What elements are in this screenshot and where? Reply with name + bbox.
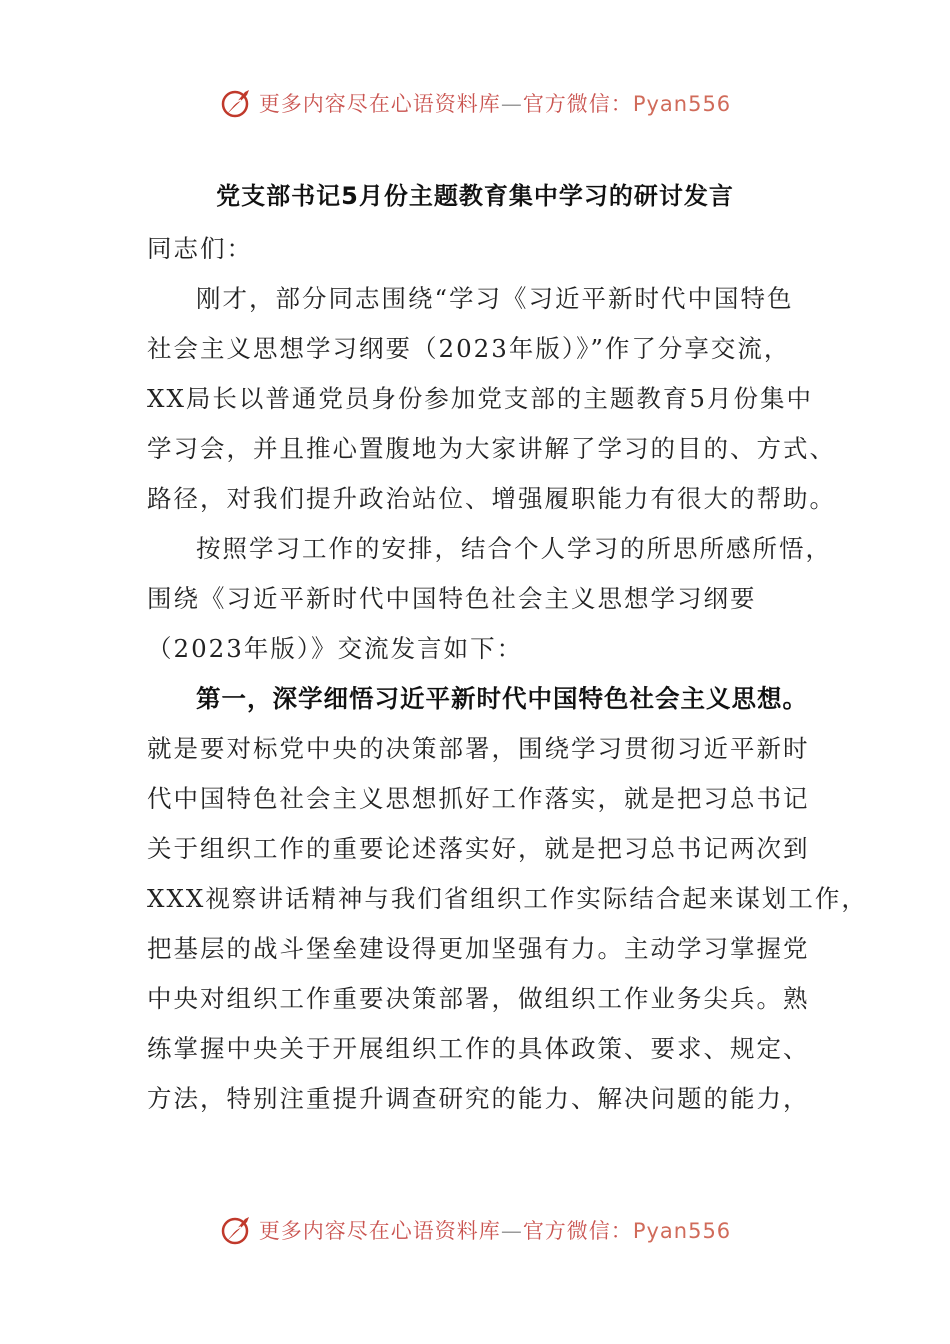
document-title: 党支部书记5月份主题教育集中学习的研讨发言 — [216, 182, 734, 210]
header-banner-separator: — — [500, 92, 523, 116]
footer-banner-wechat-label: 官方微信： — [522, 1219, 633, 1243]
section1-line: 练掌握中央关于开展组织工作的具体政策、要求、规定、 — [147, 1034, 810, 1063]
section1-heading: 第一，深学细悟习近平新时代中国特色社会主义思想。 — [196, 684, 808, 713]
header-banner-text — [259, 88, 731, 118]
footer-banner-main: 更多内容尽在心语资料库 — [258, 1219, 501, 1243]
section1-line: 中央对组织工作重要决策部署，做组织工作业务尖兵。熟 — [147, 984, 810, 1013]
paragraph2-line: （2023年版）》交流发言如下： — [147, 634, 524, 663]
header-banner-wechat-id: Pyan556 — [632, 92, 732, 116]
document-body — [147, 224, 868, 1124]
header-banner-wechat-label: 官方微信： — [522, 92, 633, 116]
footer-banner — [0, 1210, 950, 1250]
footer-banner-separator: — — [500, 1219, 523, 1243]
paragraph1-line: 社会主义思想学习纲要（2023年版）》”作了分享交流， — [147, 334, 791, 363]
paragraph2-line: 按照学习工作的安排，结合个人学习的所思所感所悟， — [196, 534, 832, 563]
section1-line: 就是要对标党中央的决策部署，围绕学习贯彻习近平新时 — [147, 734, 810, 763]
section1-line: 方法，特别注重提升调查研究的能力、解决问题的能力， — [147, 1084, 810, 1113]
paragraph1-line: 路径，对我们提升政治站位、增强履职能力有很大的帮助。 — [147, 484, 836, 513]
section1-line: 关于组织工作的重要论述落实好，就是把习总书记两次到 — [147, 834, 810, 863]
paragraph1-line: XX局长以普通党员身份参加党支部的主题教育5月份集中 — [147, 384, 813, 413]
greeting: 同志们： — [147, 234, 253, 263]
header-banner-main: 更多内容尽在心语资料库 — [258, 92, 501, 116]
paragraph1-line: 学习会，并且推心置腹地为大家讲解了学习的目的、方式、 — [147, 434, 836, 463]
section1-line: XXX视察讲话精神与我们省组织工作实际结合起来谋划工作， — [147, 884, 868, 913]
quill-logo-icon — [219, 1213, 253, 1247]
section1-line: 把基层的战斗堡垒建设得更加坚强有力。主动学习掌握党 — [147, 934, 810, 963]
header-banner — [0, 83, 950, 123]
paragraph2-line: 围绕《习近平新时代中国特色社会主义思想学习纲要 — [147, 584, 757, 613]
footer-banner-wechat-id: Pyan556 — [632, 1219, 732, 1243]
paragraph1-line: 刚才，部分同志围绕“学习《习近平新时代中国特色 — [196, 284, 794, 313]
quill-logo-icon — [219, 86, 253, 120]
section1-line: 代中国特色社会主义思想抓好工作落实，就是把习总书记 — [147, 784, 810, 813]
footer-banner-text — [259, 1215, 731, 1245]
